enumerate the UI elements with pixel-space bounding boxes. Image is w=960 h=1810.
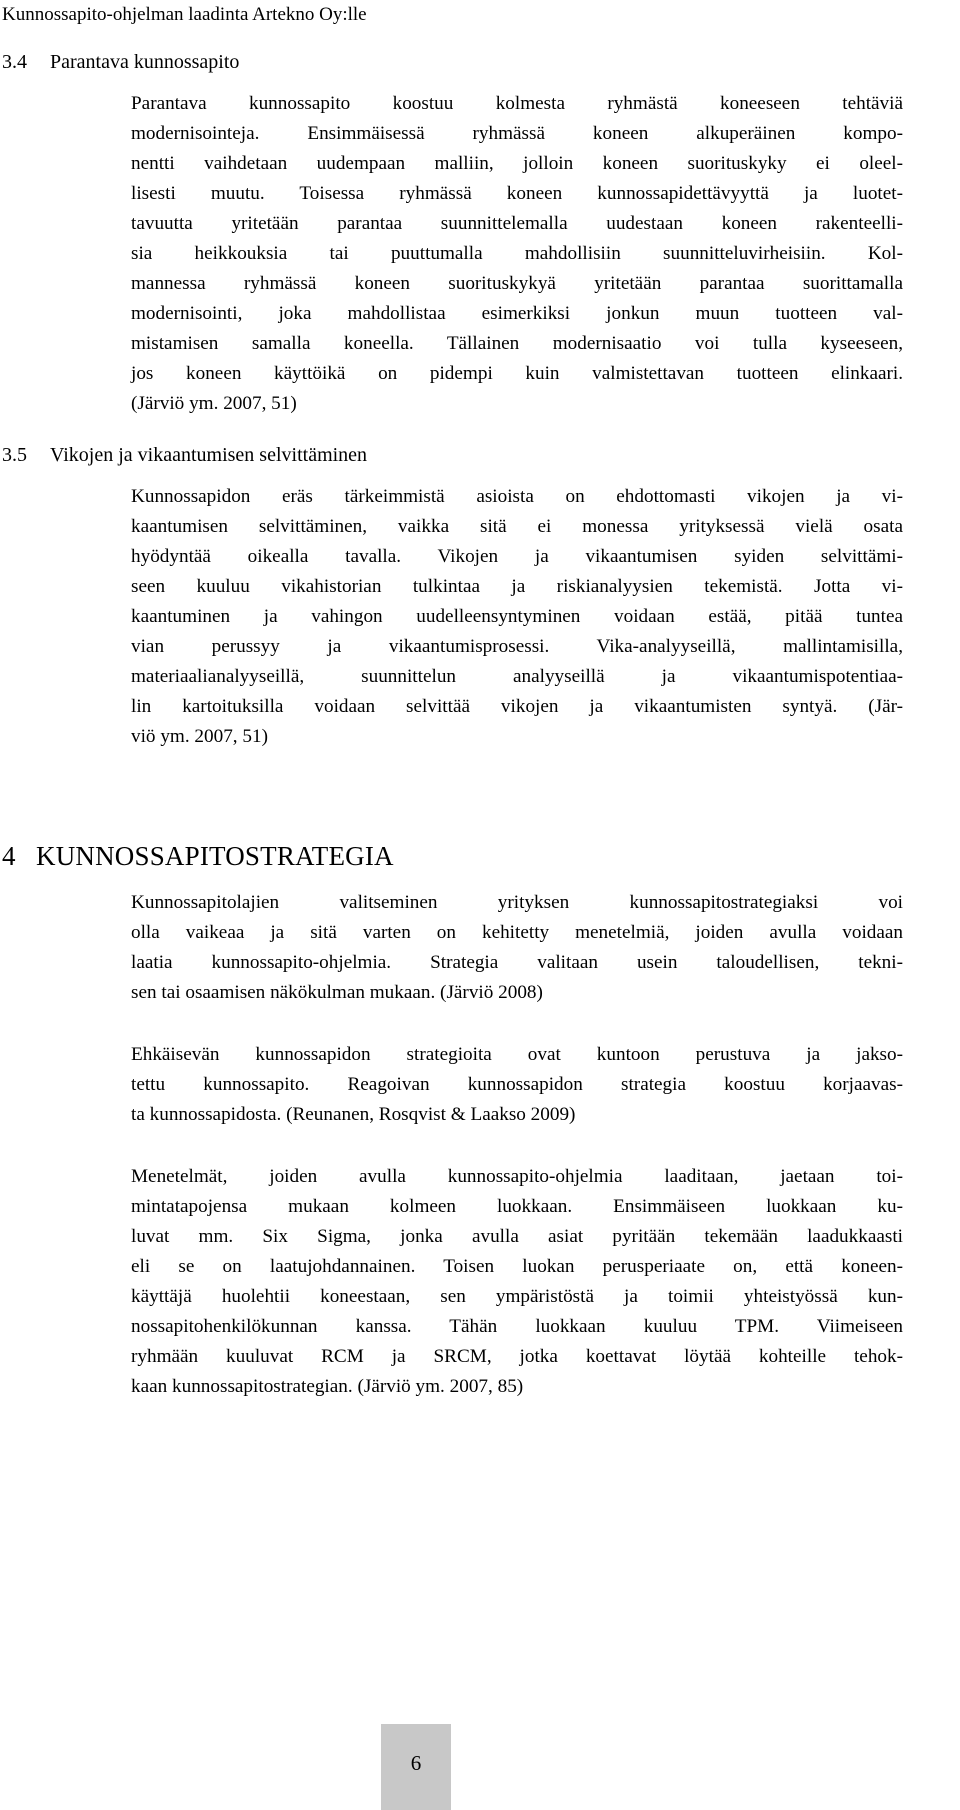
text-line: jos koneen käyttöikä on pidempi kuin valmistettavan tuotteen elinkaari. bbox=[131, 363, 903, 384]
paragraph-4-1 bbox=[131, 888, 903, 1008]
text-line: Kunnossapidon eräs tärkeimmistä asioista on ehdottomasti vikojen ja vi- bbox=[131, 486, 903, 507]
text-line: laatia kunnossapito-ohjelmia. Strategia valitaan usein taloudellisen, tekni- bbox=[131, 952, 903, 973]
text-line: Kunnossapitolajien valitseminen yrityksen kunnossapitostrategiaksi voi bbox=[131, 892, 903, 913]
section-title: Vikojen ja vikaantumisen selvittäminen bbox=[50, 444, 368, 466]
text-line: lin kartoituksilla voidaan selvittää vikojen ja vikaantumisten syntyä. (Jär- bbox=[131, 696, 903, 717]
text-line: hyödyntää oikealla tavalla. Vikojen ja vikaantumisen syiden selvittämi- bbox=[131, 546, 903, 567]
text-line: kaantumisen selvittäminen, vaikka sitä ei monessa yrityksessä vielä osata bbox=[131, 516, 903, 537]
chapter-number: 4 bbox=[2, 841, 16, 871]
text-line: viö ym. 2007, 51) bbox=[131, 726, 268, 747]
text-line: vian perussyy ja vikaantumisprosessi. Vika-analyyseillä, mallintamisilla, bbox=[131, 636, 903, 657]
chapter-title: KUNNOSSAPITOSTRATEGIA bbox=[36, 841, 394, 871]
paragraph-4-3 bbox=[131, 1162, 903, 1402]
text-line: nossapitohenkilökunnan kanssa. Tähän luokkaan kuuluu TPM. Viimeiseen bbox=[131, 1316, 903, 1337]
section-title: Parantava kunnossapito bbox=[50, 51, 240, 73]
text-line: olla vaikeaa ja sitä varten on kehitetty menetelmiä, joiden avulla voidaan bbox=[131, 922, 903, 943]
text-line: ta kunnossapidosta. (Reunanen, Rosqvist & Laakso 2009) bbox=[131, 1104, 576, 1125]
text-line: modernisointi, joka mahdollistaa esimerkiksi jonkun muun tuotteen val- bbox=[131, 303, 903, 324]
text-line: käyttäjä huolehtii koneestaan, sen ympäristöstä ja toimii yhteistyössä kun- bbox=[131, 1286, 903, 1307]
section-number: 3.4 bbox=[2, 51, 27, 73]
text-line: modernisointeja. Ensimmäisessä ryhmässä koneen alkuperäinen kompo- bbox=[131, 123, 903, 144]
text-line: seen kuuluu vikahistorian tulkintaa ja riskianalyysien tekemistä. Jotta vi- bbox=[131, 576, 903, 597]
text-line: Menetelmät, joiden avulla kunnossapito-ohjelmia laaditaan, jaetaan toi- bbox=[131, 1166, 903, 1187]
text-line: mintatapojensa mukaan kolmeen luokkaan. Ensimmäiseen luokkaan ku- bbox=[131, 1196, 903, 1217]
text-line: sia heikkouksia tai puuttumalla mahdollisiin suunnitteluvirheisiin. Kol- bbox=[131, 243, 903, 264]
section-heading-3-5 bbox=[2, 443, 367, 467]
text-line: mistamisen samalla koneella. Tällainen modernisaatio voi tulla kyseeseen, bbox=[131, 333, 903, 354]
chapter-heading-4 bbox=[2, 840, 394, 872]
paragraph-3-5 bbox=[131, 482, 903, 752]
page-number: 6 bbox=[410, 1751, 422, 1775]
text-line: nentti vaihdetaan uudempaan malliin, jolloin koneen suorituskyky ei oleel- bbox=[131, 153, 903, 174]
running-header: Kunnossapito-ohjelman laadinta Artekno Oy:lle bbox=[2, 4, 367, 25]
page-number-box bbox=[381, 1724, 451, 1810]
text-line: Parantava kunnossapito koostuu kolmesta ryhmästä koneeseen tehtäviä bbox=[131, 93, 903, 114]
text-line: (Järviö ym. 2007, 51) bbox=[131, 393, 297, 414]
text-line: eli se on laatujohdannainen. Toisen luokan perusperiaate on, että koneen- bbox=[131, 1256, 903, 1277]
text-line: tavuutta yritetään parantaa suunnittelemalla uudestaan koneen rakenteelli- bbox=[131, 213, 903, 234]
section-number: 3.5 bbox=[2, 444, 27, 466]
section-heading-3-4 bbox=[2, 50, 239, 74]
text-line: materiaalianalyyseillä, suunnittelun analyyseillä ja vikaantumispotentiaa- bbox=[131, 666, 903, 687]
text-line: tettu kunnossapito. Reagoivan kunnossapidon strategia koostuu korjaavas- bbox=[131, 1074, 903, 1095]
text-line: luvat mm. Six Sigma, jonka avulla asiat pyritään tekemään laadukkaasti bbox=[131, 1226, 903, 1247]
text-line: Ehkäisevän kunnossapidon strategioita ovat kuntoon perustuva ja jakso- bbox=[131, 1044, 903, 1065]
paragraph-4-2 bbox=[131, 1040, 903, 1130]
text-line: kaantuminen ja vahingon uudelleensyntyminen voidaan estää, pitää tuntea bbox=[131, 606, 903, 627]
paragraph-3-4 bbox=[131, 89, 903, 419]
text-line: mannessa ryhmässä koneen suorituskykyä yritetään parantaa suorittamalla bbox=[131, 273, 903, 294]
text-line: lisesti muutu. Toisessa ryhmässä koneen kunnossapidettävyyttä ja luotet- bbox=[131, 183, 903, 204]
text-line: ryhmään kuuluvat RCM ja SRCM, jotka koettavat löytää kohteille tehok- bbox=[131, 1346, 903, 1367]
text-line: kaan kunnossapitostrategian. (Järviö ym. 2007, 85) bbox=[131, 1376, 524, 1397]
text-line: sen tai osaamisen näkökulman mukaan. (Järviö 2008) bbox=[131, 982, 543, 1003]
